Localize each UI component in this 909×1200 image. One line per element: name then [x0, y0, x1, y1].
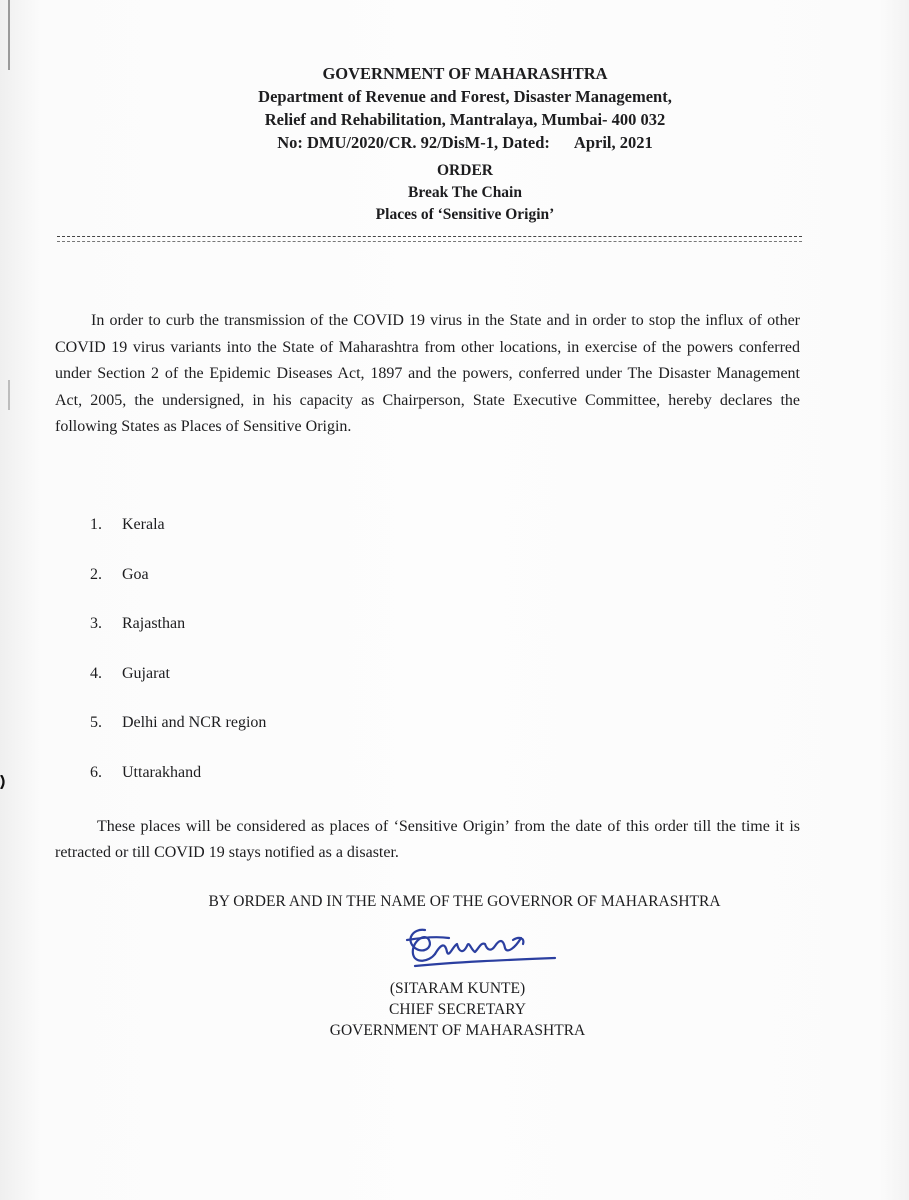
- reference-number: No: DMU/2020/CR. 92/DisM-1, Dated:: [277, 133, 550, 152]
- signatory-block: [300, 978, 615, 1041]
- order-paragraph: In order to curb the transmission of the COVID 19 virus in the State and in order to stop the influx of other COVID 19 virus variants into the State of Maharashtra from other locations, in exercise of the powers conferred under Section 2 of the Epidemic Diseases Act, 1897 and the powers, conferred under The Disaster Management Act, 2005, the undersigned, in his capacity as Chairperson, State Executive Committee, hereby declares the following States as Places of Sensitive Origin.: [55, 312, 800, 435]
- list-item-name: Uttarakhand: [122, 763, 202, 781]
- reference-line: [150, 131, 780, 154]
- list-item-number: 2.: [90, 565, 102, 583]
- department-line-2: Relief and Rehabilitation, Mantralaya, Mumbai- 400 032: [264, 110, 666, 129]
- list-item: [90, 563, 266, 613]
- list-item: [90, 513, 266, 563]
- government-name: GOVERNMENT OF MAHARASHTRA: [322, 64, 608, 83]
- list-item-number: 1.: [90, 516, 102, 533]
- by-order-line: BY ORDER AND IN THE NAME OF THE GOVERNOR OF MAHARASHTRA: [208, 893, 721, 910]
- signatory-designation: CHIEF SECRETARY: [389, 1001, 526, 1018]
- separator-rule: [57, 241, 802, 242]
- list-item: [90, 662, 266, 712]
- closing-paragraph: These places will be considered as places of ‘Sensitive Origin’ from the date of this order till the time it is retracted or till COVID 19 stays notified as a disaster.: [55, 818, 800, 861]
- list-item-name: Kerala: [122, 516, 165, 533]
- list-item-number: 6.: [90, 763, 102, 781]
- list-item: [90, 761, 266, 811]
- order-heading: [150, 160, 780, 226]
- department-line-1: Department of Revenue and Forest, Disaster Management,: [258, 87, 672, 106]
- signature-icon: [395, 918, 565, 976]
- list-item-number: 4.: [90, 664, 102, 682]
- signatory-organisation: GOVERNMENT OF MAHARASHTRA: [329, 1022, 586, 1039]
- list-item: [90, 711, 266, 761]
- scan-edge-bracket: [0, 775, 6, 789]
- places-list: [90, 513, 266, 811]
- scan-edge-mark: [8, 0, 10, 70]
- separator-rule: [57, 236, 802, 237]
- list-item-name: Delhi and NCR region: [122, 714, 267, 732]
- list-item-name: Gujarat: [122, 664, 170, 682]
- letterhead: [150, 62, 780, 154]
- list-item-name: Goa: [122, 565, 149, 583]
- scan-edge-mark: [8, 380, 10, 410]
- signatory-name: (SITARAM KUNTE): [389, 980, 526, 997]
- list-item-number: 5.: [90, 714, 102, 732]
- list-item-name: Rajasthan: [122, 615, 186, 633]
- list-item: [90, 612, 266, 662]
- order-topic: Places of ‘Sensitive Origin’: [375, 206, 555, 223]
- list-item-number: 3.: [90, 615, 102, 633]
- order-date: April, 2021: [573, 133, 653, 152]
- order-title: ORDER: [437, 162, 493, 179]
- order-subtitle: Break The Chain: [408, 184, 522, 201]
